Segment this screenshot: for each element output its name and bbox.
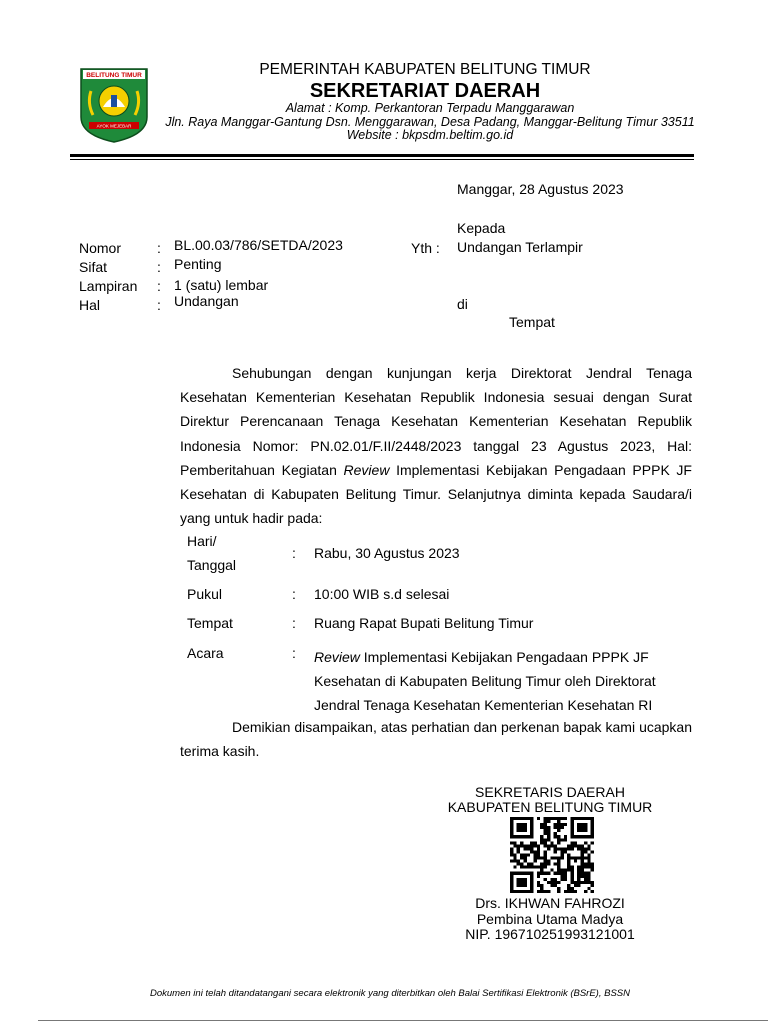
- acara-value: Review Implementasi Kebijakan Pengadaan PPPK JF Kesehatan di Kabupaten Belitung Timur oleh Direktorat Jendral Tenaga Kesehatan Kementerian Kesehatan RI: [314, 649, 656, 713]
- hari-label-2: Tanggal: [187, 557, 237, 573]
- header-rule-thin: [70, 159, 694, 160]
- signer-title-2: KABUPATEN BELITUNG TIMUR: [447, 799, 653, 815]
- signer-nip: NIP. 196710251993121001: [465, 926, 635, 942]
- sifat-colon: :: [157, 259, 161, 275]
- hari-colon: :: [292, 545, 296, 561]
- recipient-tempat: Tempat: [509, 314, 555, 330]
- signer-name: Drs. IKHWAN FAHROZI: [475, 895, 625, 911]
- recipient-name: Undangan Terlampir: [457, 239, 583, 255]
- hal-colon: :: [157, 297, 161, 313]
- sifat-label: Sifat: [79, 259, 108, 275]
- government-name: PEMERINTAH KABUPATEN BELITUNG TIMUR: [259, 61, 591, 78]
- tempat-colon: :: [292, 615, 296, 631]
- hari-label-1: Hari/: [187, 533, 217, 549]
- nomor-value: BL.00.03/786/SETDA/2023: [174, 237, 343, 253]
- address-line-2: Jln. Raya Manggar-Gantung Dsn. Menggarawan, Desa Padang, Manggar-Belitung Timur 33511: [165, 115, 695, 129]
- address-line-1: Alamat : Komp. Perkantoran Terpadu Manggarawan: [285, 101, 575, 115]
- pukul-colon: :: [292, 586, 296, 602]
- office-name: SEKRETARIAT DAERAH: [309, 80, 541, 102]
- svg-text:AYOK MEJEBAR: AYOK MEJEBAR: [96, 123, 132, 129]
- e-sign-notice: Dokumen ini telah ditandatangani secara elektronik yang diterbitkan oleh Balai Sertifikasi Elektronik (BSrE), BSSN: [150, 988, 630, 999]
- svg-text:BELITUNG TIMUR: BELITUNG TIMUR: [86, 72, 142, 79]
- bottom-rule: [38, 1020, 768, 1021]
- signer-title-1: SEKRETARIS DAERAH: [475, 784, 625, 800]
- regency-logo: [79, 67, 149, 144]
- nomor-label: Nomor: [79, 240, 122, 256]
- recipient-di: di: [457, 296, 468, 312]
- closing-paragraph: Demikian disampaikan, atas perhatian dan perkenan bapak kami ucapkan terima kasih.: [180, 719, 692, 760]
- lampiran-value: 1 (satu) lembar: [174, 277, 269, 293]
- recipient-yth: Yth :: [411, 240, 440, 256]
- pukul-value: 10:00 WIB s.d selesai: [314, 586, 450, 602]
- website-line: Website : bkpsdm.beltim.go.id: [346, 128, 514, 142]
- hal-value: Undangan: [174, 293, 239, 309]
- lampiran-colon: :: [157, 278, 161, 294]
- acara-colon: :: [292, 645, 296, 661]
- recipient-kepada: Kepada: [457, 220, 506, 236]
- body-paragraph: Sehubungan dengan kunjungan kerja Direktorat Jendral Tenaga Kesehatan Kementerian Kesehatan Republik Indonesia sesuai dengan Surat Direktur Perencanaan Tenaga Kesehatan Kementerian Kesehatan Republik Indonesia Nomor: PN.02.01/F.II/2448/2023 tanggal 23 Agustus 2023, Hal: Pemberitahuan Kegiatan Review Implementasi Kebijakan Pengadaan PPPK JF Kesehatan di Kabupaten Belitung Timur. Selanjutnya diminta kepada Saudara/i yang untuk hadir pada:: [180, 365, 692, 527]
- header-rule-thick: [70, 154, 694, 157]
- tempat-value: Ruang Rapat Bupati Belitung Timur: [314, 615, 534, 631]
- tempat-label: Tempat: [187, 615, 233, 631]
- hal-label: Hal: [79, 297, 101, 313]
- review-italic: Review: [343, 461, 390, 478]
- nomor-colon: :: [157, 240, 161, 256]
- hari-value: Rabu, 30 Agustus 2023: [314, 545, 460, 561]
- lampiran-label: Lampiran: [79, 278, 138, 294]
- qr-code: [510, 817, 594, 893]
- acara-label: Acara: [187, 645, 224, 661]
- sifat-value: Penting: [174, 256, 222, 272]
- place-date: Manggar, 28 Agustus 2023: [457, 181, 624, 197]
- pukul-label: Pukul: [187, 586, 223, 602]
- signer-rank: Pembina Utama Madya: [476, 911, 624, 927]
